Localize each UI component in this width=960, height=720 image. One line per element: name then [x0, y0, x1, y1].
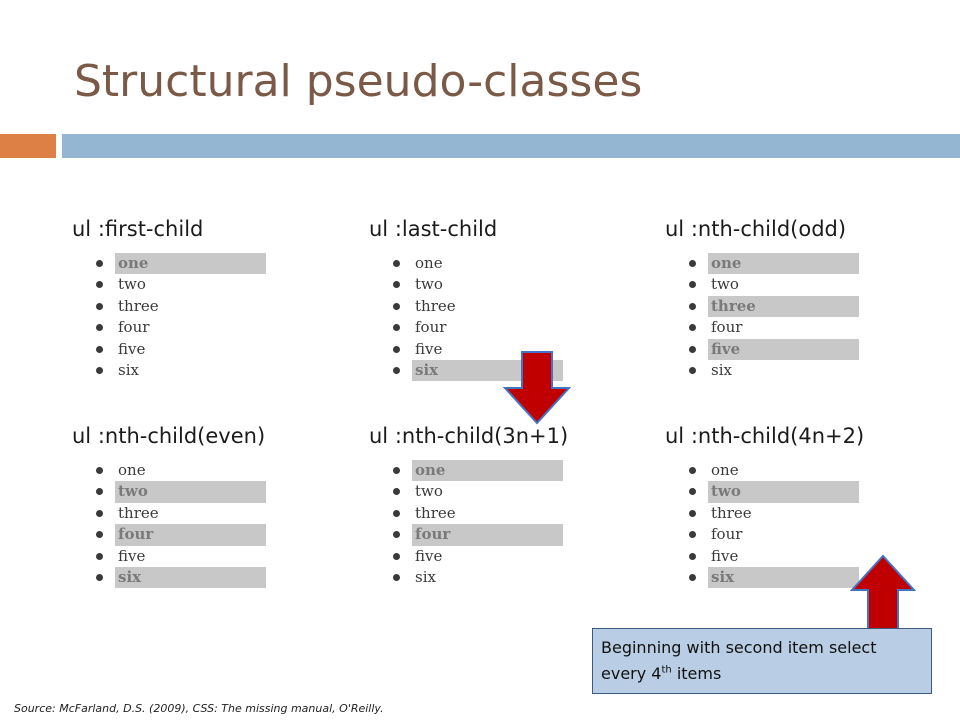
list-item-label: one — [711, 461, 739, 479]
example-first-child — [72, 213, 292, 393]
bullet-icon — [393, 488, 400, 495]
list-item — [665, 546, 859, 567]
list-item-label: six — [711, 360, 732, 379]
list-item-label: three — [711, 503, 752, 522]
callout-text-end: items — [671, 664, 722, 683]
bullet-icon — [393, 510, 400, 517]
list-item — [665, 567, 859, 588]
bullet-icon — [96, 367, 103, 374]
list-item — [72, 253, 266, 274]
list-item — [72, 546, 266, 567]
selector-label: ul :last-child — [369, 217, 498, 241]
list-item — [665, 503, 859, 524]
bullet-icon — [393, 574, 400, 581]
list-item-label: five — [415, 546, 443, 565]
list-item-label: six — [118, 567, 142, 586]
example-nth-child-odd — [665, 213, 885, 393]
list-item — [665, 481, 859, 502]
list-item — [72, 317, 266, 338]
bullet-icon — [689, 260, 696, 267]
list-item-label: two — [118, 275, 146, 294]
bullet-icon — [689, 488, 696, 495]
list-item-label: five — [118, 339, 146, 358]
list-item — [72, 460, 266, 481]
list-item-label: three — [118, 503, 159, 522]
blue-accent-bar — [62, 134, 960, 158]
list-item-label: four — [415, 525, 451, 544]
list-item-label: three — [415, 296, 456, 315]
bullet-icon — [689, 324, 696, 331]
list-item-label: six — [415, 567, 436, 586]
selector-label: ul :nth-child(odd) — [665, 217, 847, 241]
bullet-icon — [689, 574, 696, 581]
list-item-label: three — [118, 296, 159, 315]
bullet-icon — [96, 553, 103, 560]
selector-label: ul :nth-child(even) — [72, 424, 266, 448]
down-arrow-icon — [502, 350, 572, 426]
list-item — [72, 567, 266, 588]
list-item — [369, 524, 563, 545]
list-item — [369, 503, 563, 524]
bullet-icon — [689, 346, 696, 353]
bullet-icon — [393, 260, 400, 267]
bullet-icon — [393, 553, 400, 560]
bullet-icon — [689, 531, 696, 538]
list-item — [665, 296, 859, 317]
bullet-icon — [393, 324, 400, 331]
list-item — [665, 339, 859, 360]
bullet-icon — [96, 510, 103, 517]
list-item-label: two — [711, 275, 739, 294]
list-item-label: one — [415, 461, 446, 479]
example-nth-child-even — [72, 420, 292, 600]
list-item — [72, 360, 266, 381]
list-item-label: two — [415, 275, 443, 294]
list-item-label: two — [711, 482, 741, 501]
list-item-label: two — [415, 482, 443, 501]
list-item — [369, 317, 563, 338]
slide-title: Structural pseudo-classes — [74, 56, 643, 107]
list-item — [369, 274, 563, 295]
bullet-icon — [393, 531, 400, 538]
list-item — [369, 481, 563, 502]
selector-label: ul :nth-child(4n+2) — [665, 424, 865, 448]
bullet-icon — [393, 281, 400, 288]
item-list — [665, 460, 859, 588]
list-item-label: five — [711, 546, 739, 565]
list-item — [665, 274, 859, 295]
example-nth-child-3n-plus-1 — [369, 420, 589, 600]
bullet-icon — [96, 281, 103, 288]
bullet-icon — [393, 346, 400, 353]
item-list — [72, 253, 266, 381]
list-item-label: five — [711, 339, 741, 358]
list-item-label: four — [415, 318, 447, 337]
list-item — [72, 481, 266, 502]
list-item — [72, 524, 266, 545]
bullet-icon — [96, 260, 103, 267]
bullet-icon — [689, 553, 696, 560]
orange-accent-bar — [0, 134, 56, 158]
callout-box — [592, 628, 932, 694]
bullet-icon — [393, 367, 400, 374]
bullet-icon — [96, 346, 103, 353]
list-item — [369, 546, 563, 567]
list-item-label: six — [415, 360, 439, 379]
bullet-icon — [689, 303, 696, 310]
callout-superscript: th — [661, 664, 672, 676]
list-item-label: four — [118, 525, 154, 544]
callout-text: Beginning with second item select every 4 — [601, 638, 877, 683]
list-item-label: one — [711, 254, 742, 272]
bullet-icon — [689, 281, 696, 288]
bullet-icon — [393, 303, 400, 310]
list-item — [72, 296, 266, 317]
bullet-icon — [96, 324, 103, 331]
list-item-label: five — [415, 339, 443, 358]
list-item — [72, 503, 266, 524]
list-item — [369, 460, 563, 481]
bullet-icon — [689, 467, 696, 474]
list-item-label: three — [415, 503, 456, 522]
item-list — [665, 253, 859, 381]
selector-label: ul :first-child — [72, 217, 204, 241]
list-item-label: one — [118, 461, 146, 479]
list-item — [72, 339, 266, 360]
bullet-icon — [96, 574, 103, 581]
bullet-icon — [96, 467, 103, 474]
bullet-icon — [96, 531, 103, 538]
bullet-icon — [689, 510, 696, 517]
list-item-label: six — [118, 360, 139, 379]
list-item — [665, 253, 859, 274]
list-item-label: one — [118, 254, 149, 272]
list-item — [665, 317, 859, 338]
list-item-label: one — [415, 254, 443, 272]
list-item-label: four — [711, 525, 743, 544]
item-list — [72, 460, 266, 588]
list-item — [665, 524, 859, 545]
list-item-label: two — [118, 482, 148, 501]
list-item — [369, 296, 563, 317]
up-arrow-icon — [850, 554, 916, 630]
source-citation: Source: McFarland, D.S. (2009), CSS: The missing manual, O'Reilly. — [14, 702, 384, 715]
list-item-label: five — [118, 546, 146, 565]
list-item — [665, 360, 859, 381]
list-item-label: four — [711, 318, 743, 337]
selector-label: ul :nth-child(3n+1) — [369, 424, 569, 448]
list-item — [369, 253, 563, 274]
list-item-label: three — [711, 296, 756, 315]
bullet-icon — [96, 488, 103, 495]
bullet-icon — [689, 367, 696, 374]
list-item — [665, 460, 859, 481]
list-item-label: four — [118, 318, 150, 337]
bullet-icon — [393, 467, 400, 474]
list-item — [72, 274, 266, 295]
list-item — [369, 567, 563, 588]
list-item-label: six — [711, 567, 735, 586]
bullet-icon — [96, 303, 103, 310]
item-list — [369, 460, 563, 588]
